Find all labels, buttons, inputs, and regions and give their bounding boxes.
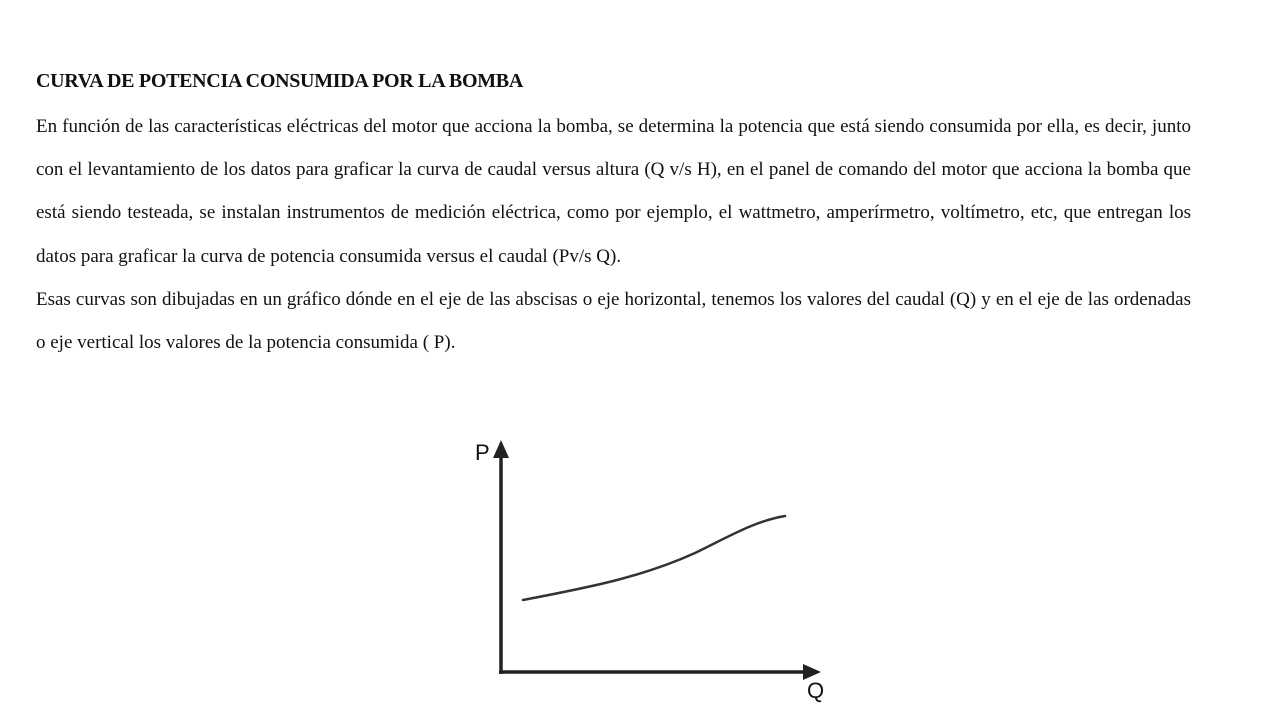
paragraph-2: Esas curvas son dibujadas en un gráfico dónde en el eje de las abscisas o eje horizontal, tenemos los valores del caudal (Q) y en el eje de las ordenadas o eje vertical los valores de la potencia consumida ( P). — [36, 288, 1191, 354]
power-curve-line — [523, 516, 785, 600]
power-curve-figure — [455, 428, 845, 713]
y-axis-arrowhead — [493, 440, 509, 458]
paragraph-1: En función de las características eléctricas del motor que acciona la bomba, se determina la potencia que está siendo consumida por ella, es decir, junto con el levantamiento de los datos para graficar la curva de caudal versus altura (Q v/s H), en el panel de comando del motor que acciona la bomba que está siendo testeada, se instalan instrumentos de medición eléctrica, como por ejemplo, el wattmetro, amperírmetro, voltímetro, etc, que entregan los datos para graficar la curva de potencia consumida versus el caudal (Pv/s Q). — [36, 116, 1191, 267]
y-axis-label: P — [475, 440, 490, 465]
body-text — [36, 105, 1191, 364]
power-curve-diagram — [455, 428, 845, 713]
section-title: CURVA DE POTENCIA CONSUMIDA POR LA BOMBA — [36, 70, 523, 92]
x-axis-label: Q — [807, 678, 825, 703]
